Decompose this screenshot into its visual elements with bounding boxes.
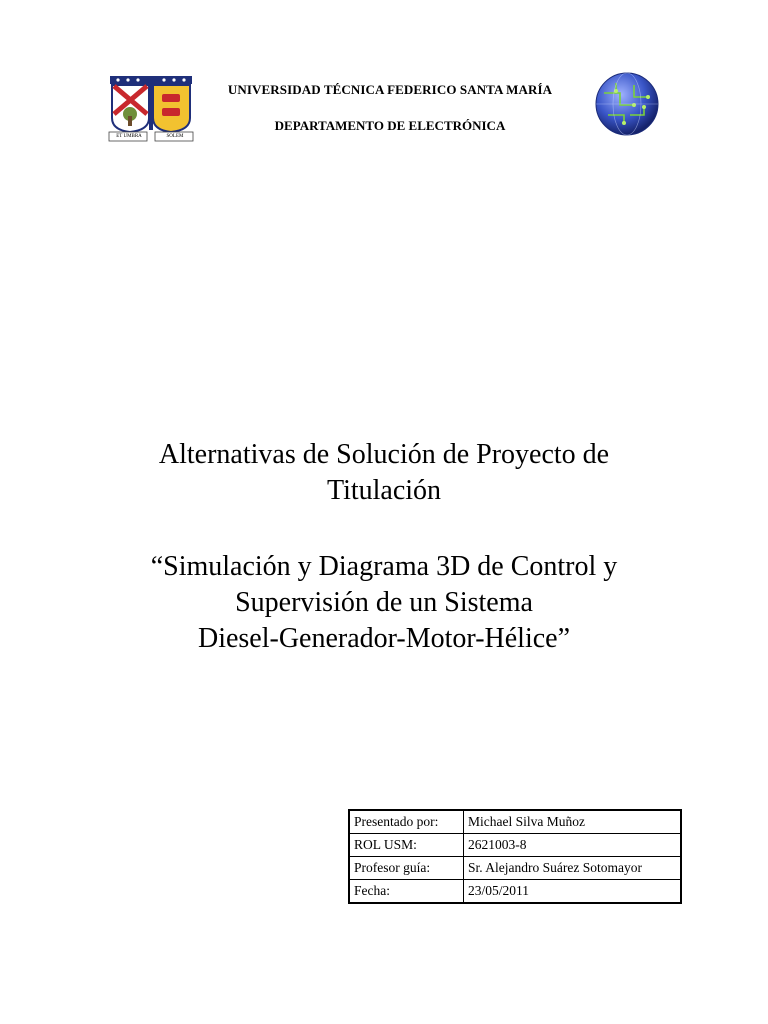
row-value: Michael Silva Muñoz	[464, 810, 682, 834]
row-label: Fecha:	[349, 880, 464, 904]
title-line-1: Alternativas de Solución de Proyecto de	[158, 439, 610, 470]
university-crest-icon	[108, 74, 194, 142]
row-value: Sr. Alejandro Suárez Sotomayor	[464, 857, 682, 880]
university-name: UNIVERSIDAD TÉCNICA FEDERICO SANTA MARÍA	[227, 82, 553, 97]
table-row	[349, 810, 681, 834]
crest-motto-left: ET UMBRA	[116, 134, 142, 139]
info-table	[348, 809, 682, 904]
row-label: Presentado por:	[349, 810, 464, 834]
table-row	[349, 834, 681, 857]
crest-motto-right: SOLEM	[166, 134, 184, 139]
row-label: ROL USM:	[349, 834, 464, 857]
row-value: 23/05/2011	[464, 880, 682, 904]
row-value: 2621003-8	[464, 834, 682, 857]
project-title	[84, 549, 684, 657]
subtitle-line-2: Supervisión de un Sistema	[235, 587, 533, 618]
row-label: Profesor guía:	[349, 857, 464, 880]
table-row	[349, 880, 681, 904]
document-title	[84, 437, 684, 509]
table-row	[349, 857, 681, 880]
subtitle-line-3: Diesel-Generador-Motor-Hélice”	[197, 623, 571, 654]
department-name: DEPARTAMENTO DE ELECTRÓNICA	[274, 118, 506, 133]
circuit-globe-icon	[594, 71, 660, 137]
subtitle-line-1: “Simulación y Diagrama 3D de Control y	[150, 551, 618, 582]
title-line-2: Titulación	[326, 475, 442, 506]
